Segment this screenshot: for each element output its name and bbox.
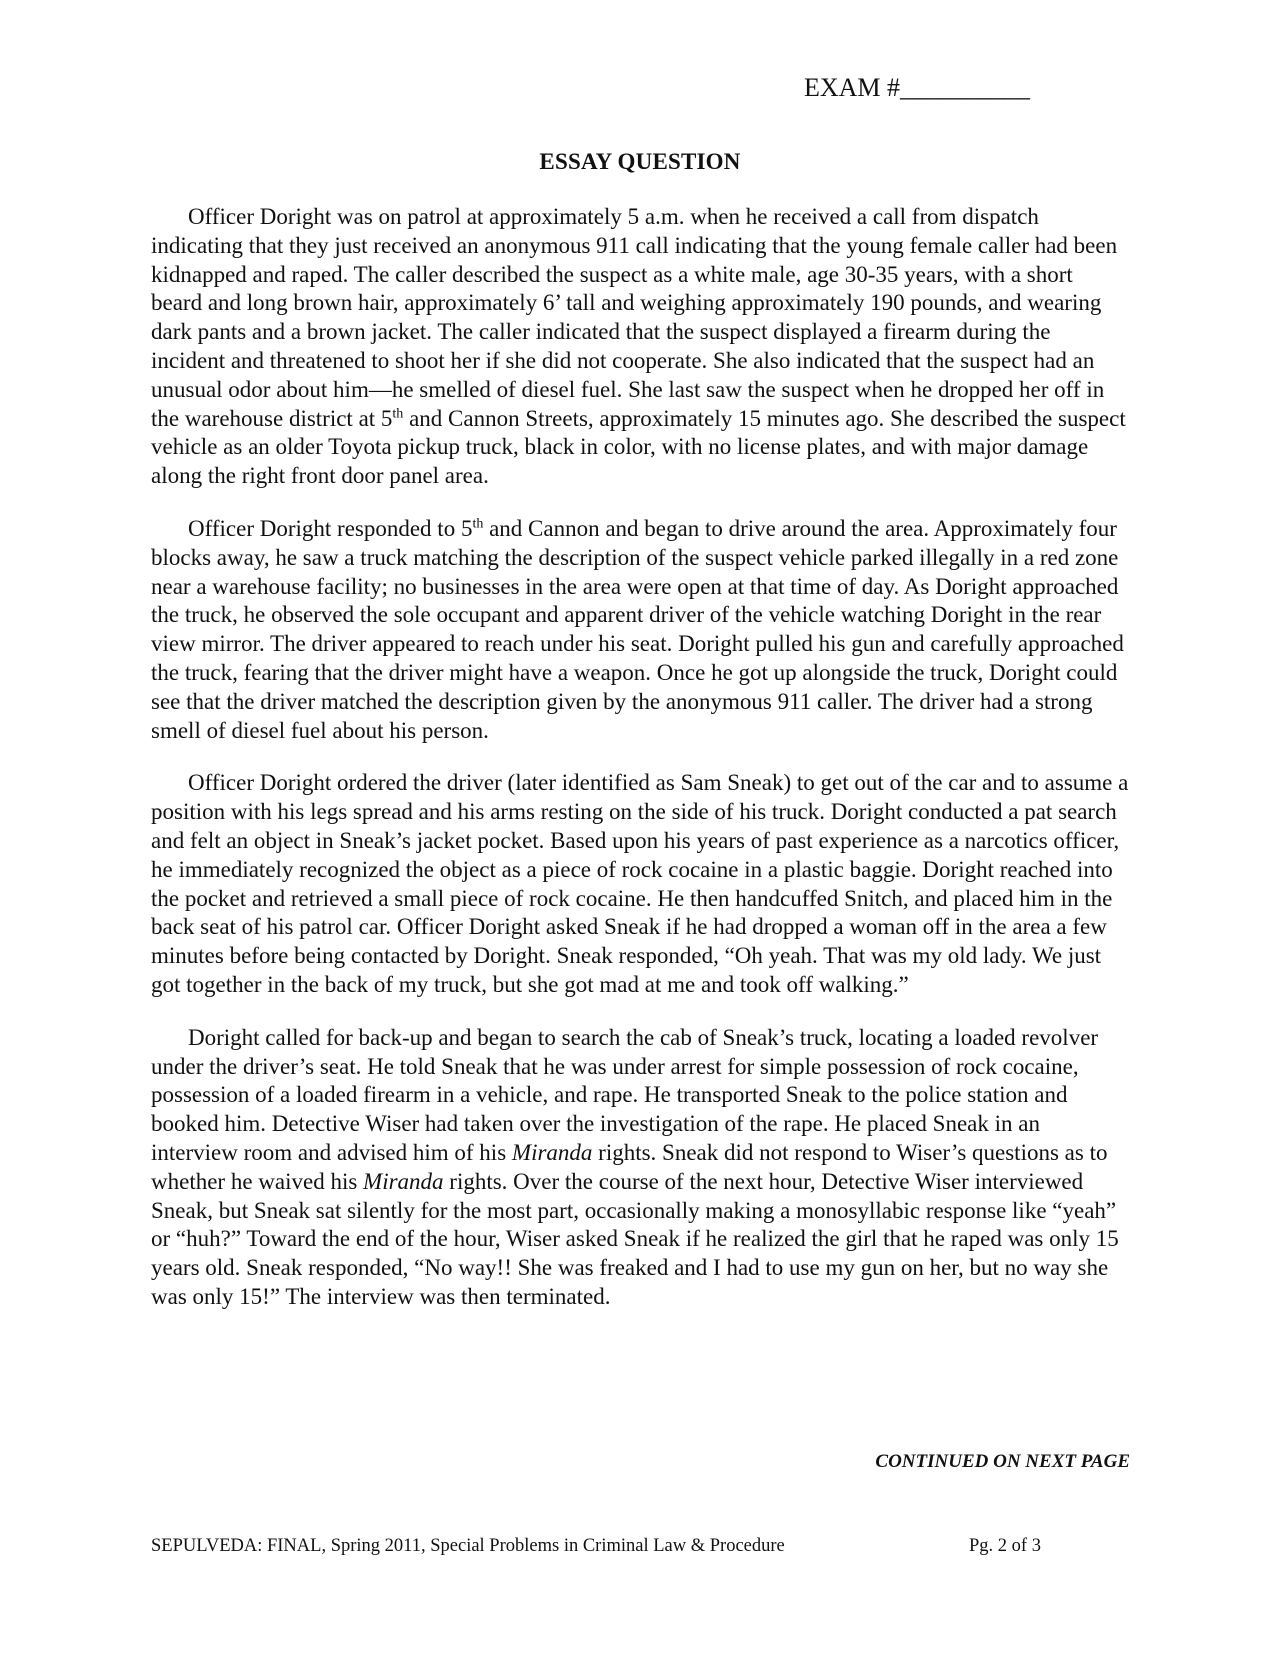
paragraph-4-text-a: Doright called for back-up and began to search the cab of Sneak’s truck, locating a loaded revolver under the driver’s seat. He told Sneak that he was under arrest for simple possession of rock cocaine, possession of a loaded firearm in a vehicle, and rape. He transported Sneak to the police station and booked him. Detective Wiser had taken over the investigation of the rape. He placed Sneak in an interview room and advised him of his [151,1024,1099,1165]
paragraph-1-text-a: Officer Doright was on patrol at approximately 5 a.m. when he received a call from dispatch indicating that they just received an anonymous 911 call indicating that the young female caller had been kidnapped and raped. The caller described the suspect as a white male, age 30-35 years, with a short beard and long brown hair, approximately 6’ tall and weighing approximately 190 pounds, and wearing dark pants and a brown jacket. The caller indicated that the suspect displayed a firearm during the incident and threatened to shoot her if she did not cooperate. She also indicated that the suspect had an unusual odor about him—he smelled of diesel fuel. She last saw the suspect when he dropped her off in the warehouse district at 5 [151,204,1118,431]
essay-question-heading: ESSAY QUESTION [539,149,741,174]
essay-body [151,203,1129,1336]
paragraph-4 [151,1024,1129,1312]
paragraph-4-miranda-2: Miranda [363,1168,444,1194]
paragraph-2 [151,515,1129,745]
footer-page-number: Pg. 2 of 3 [969,1536,1041,1556]
paragraph-4-text-b: rights. Sneak did not respond to Wiser’s questions as to whether he waived his [151,1139,1108,1194]
continued-notice: CONTINUED ON NEXT PAGE [875,1451,1130,1472]
paragraph-4-miranda-1: Miranda [511,1139,593,1165]
paragraph-2-text-a: Officer Doright responded to 5 [188,515,473,541]
paragraph-3: Officer Doright ordered the driver (later identified as Sam Sneak) to get out of the car and to assume a position with his legs spread and his arms resting on the side of his truck. Doright conducted a pat search and felt an object in Sneak’s jacket pocket. Based upon his years of past experience as a narcotics officer, he immediately recognized the object as a piece of rock cocaine in a plastic baggie. Doright reached into the pocket and retrieved a small piece of rock cocaine. He then handcuffed Snitch, and placed him in the back seat of his patrol car. Officer Doright asked Sneak if he had dropped a woman off in the area a few minutes before being contacted by Doright. Sneak responded, “Oh yeah. That was my old lady. We just got together in the back of my truck, but she got mad at me and took off walking.” [151,770,1129,997]
paragraph-2-text-b: and Cannon and began to drive around the area. Approximately four blocks away, he saw a truck matching the description of the suspect vehicle parked illegally in a red zone near a warehouse facility; no businesses in the area were open at that time of day. As Doright approached the truck, he observed the sole occupant and apparent driver of the vehicle watching Doright in the rear view mirror. The driver appeared to reach under his seat. Doright pulled his gun and carefully approached the truck, fearing that the driver might have a weapon. Once he got up alongside the truck, Doright could see that the driver matched the description given by the anonymous 911 caller. The driver had a strong smell of diesel fuel about his person. [151,515,1124,743]
paragraph-1-superscript: th [392,405,404,421]
exam-number-field: EXAM #__________ [804,73,1031,102]
footer-course-info: SEPULVEDA: FINAL, Spring 2011, Special Problems in Criminal Law & Procedure [151,1536,785,1556]
paragraph-2-superscript: th [472,516,484,532]
paragraph-1 [151,203,1129,491]
paragraph-1-text-b: and Cannon Streets, approximately 15 minutes ago. She described the suspect vehicle as an older Toyota pickup truck, black in color, with no license plates, and with major damage along the right front door panel area. [151,405,1126,489]
paragraph-4-text-c: rights. Over the course of the next hour, Detective Wiser interviewed Sneak, but Sneak sat silently for the most part, occasionally making a monosyllabic response like “yeah” or “huh?” Toward the end of the hour, Wiser asked Sneak if he realized the girl that he raped was only 15 years old. Sneak responded, “No way!! She was freaked and I had to use my gun on her, but no way she was only 15!” The interview was then terminated. [151,1168,1119,1309]
